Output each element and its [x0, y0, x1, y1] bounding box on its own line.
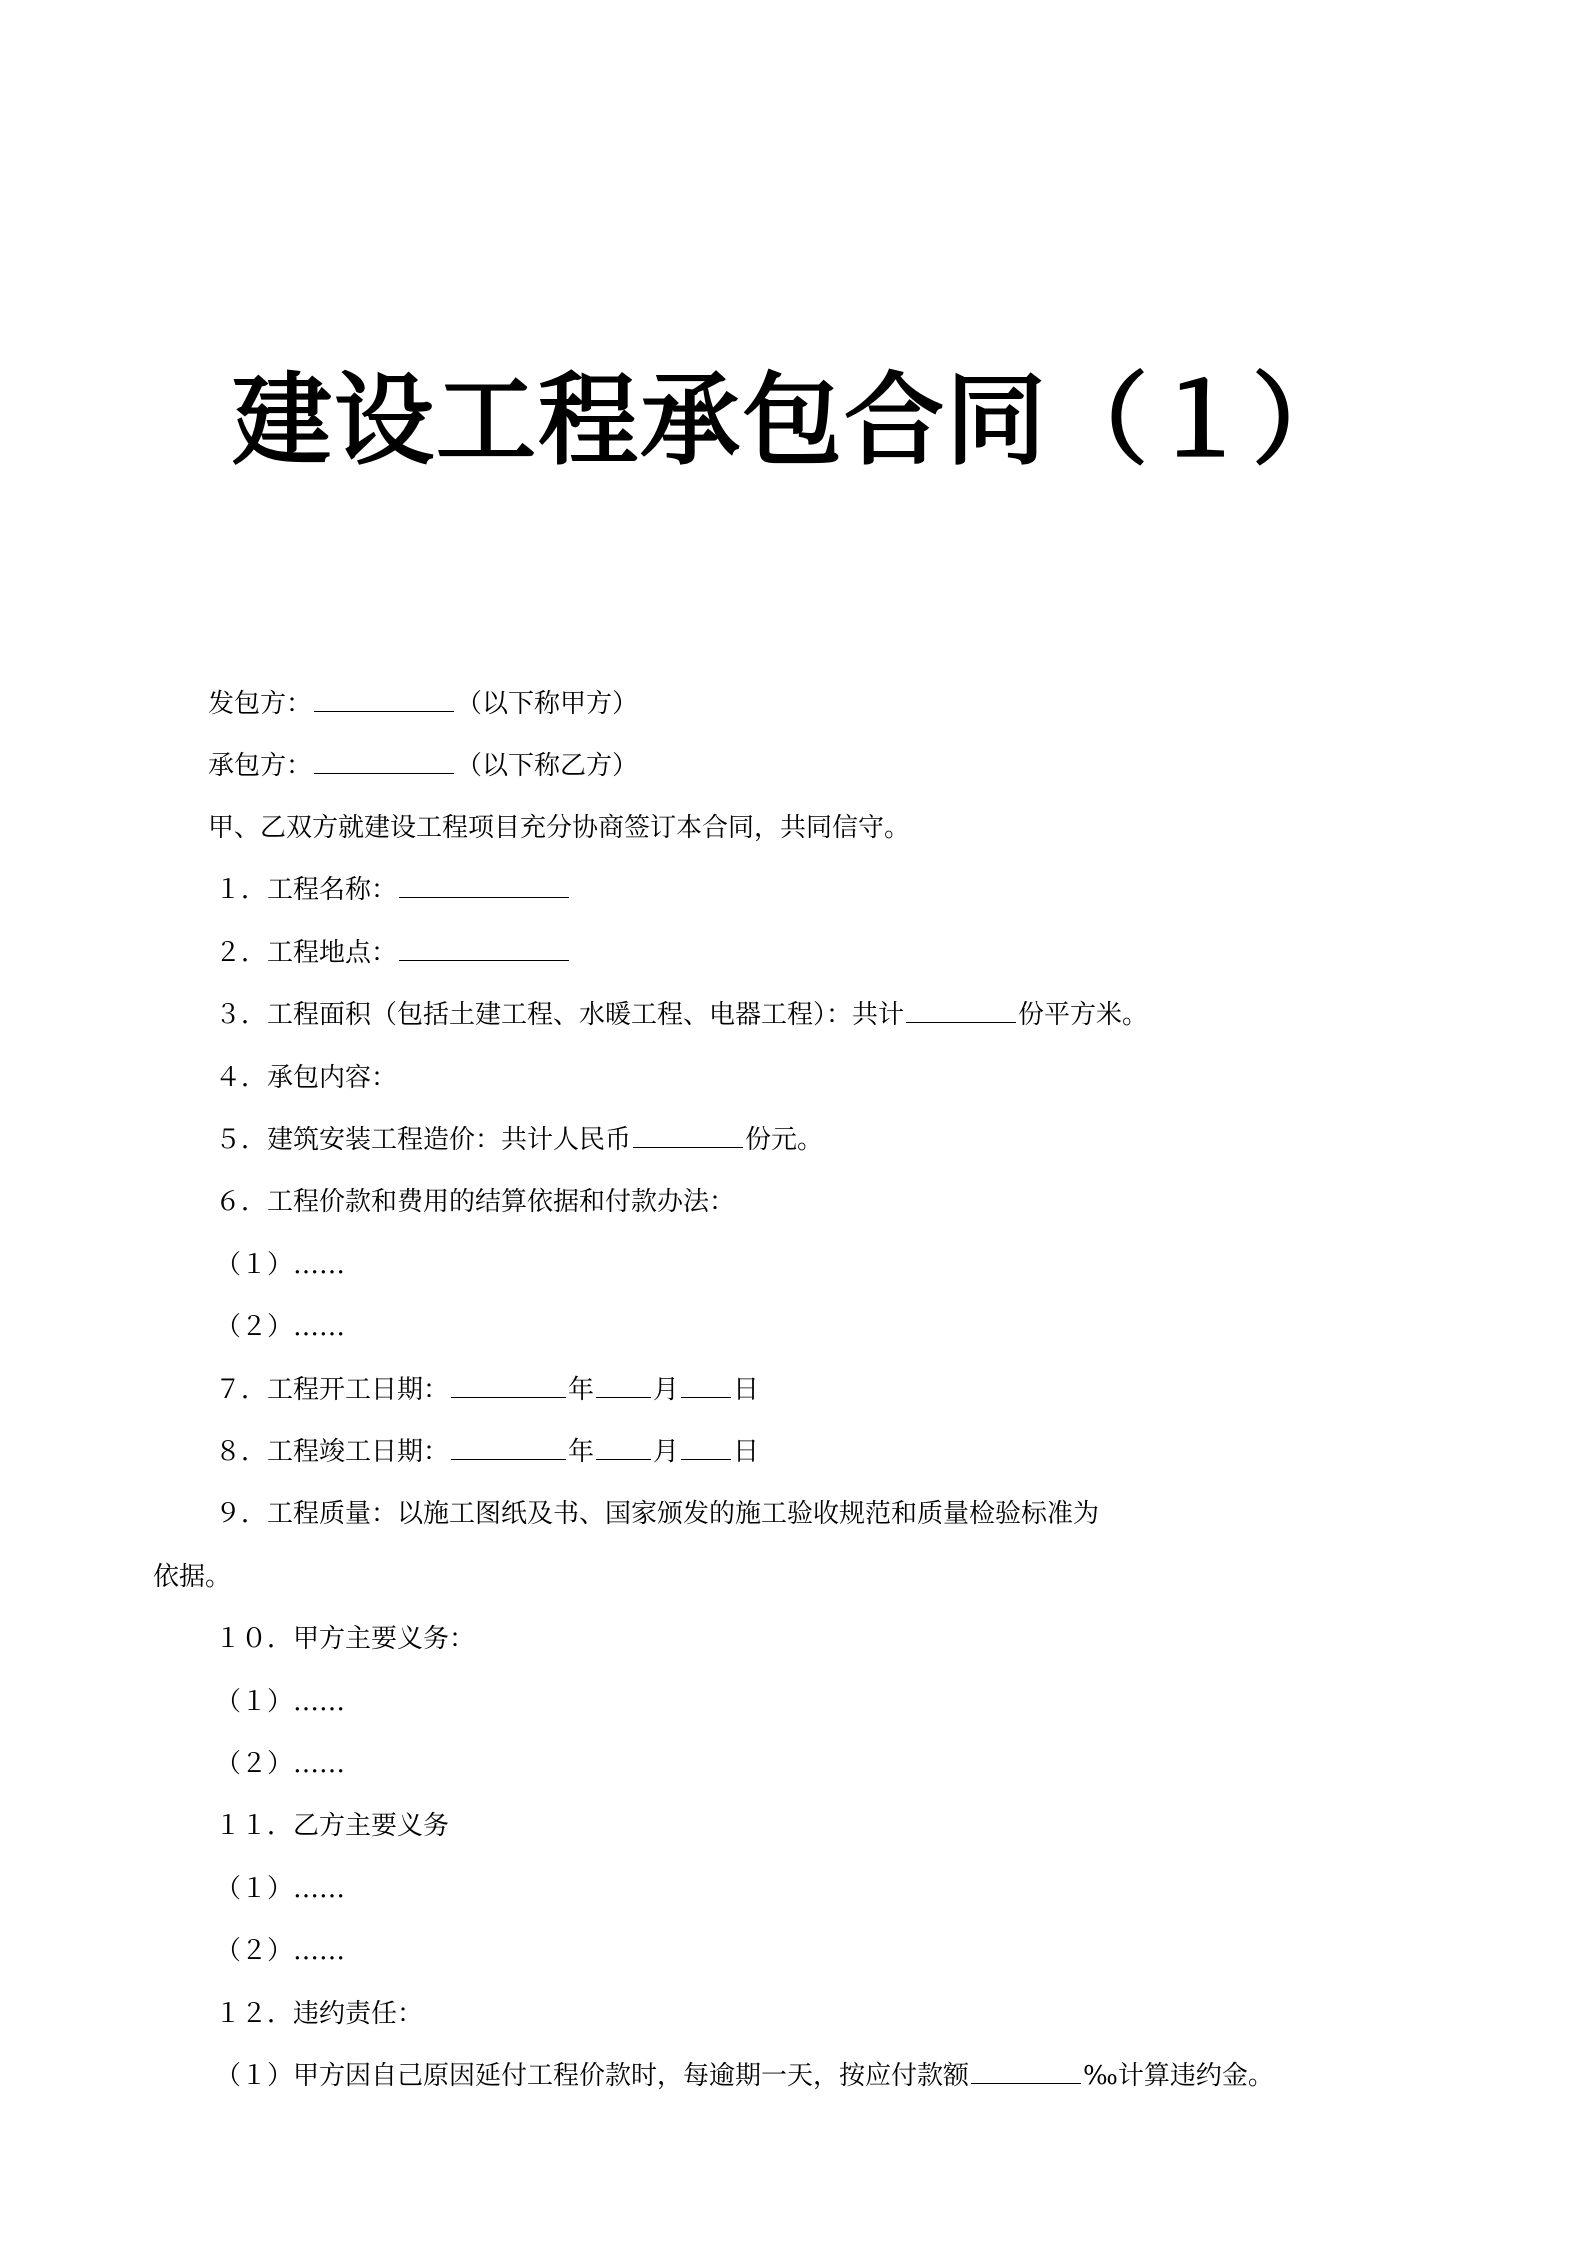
finish-year-blank[interactable] — [451, 1437, 566, 1460]
clause-4: ４．承包内容： — [215, 1063, 398, 1093]
finish-day-blank[interactable] — [681, 1437, 731, 1460]
clause-3 — [215, 997, 1148, 1033]
party-a-line — [208, 686, 638, 722]
clause-10: １０．甲方主要义务： — [215, 1624, 476, 1654]
year-label: 年 — [568, 1437, 595, 1467]
month-label: 月 — [653, 1437, 680, 1467]
day-label: 日 — [733, 1437, 760, 1467]
clause-9-line-2: 依据。 — [153, 1562, 232, 1592]
clause-12-item-1-suffix: ‰计算违约金。 — [1083, 2061, 1274, 2091]
clause-7 — [215, 1372, 759, 1408]
clause-12: １２．违约责任： — [215, 1999, 424, 2029]
clause-6: ６．工程价款和费用的结算依据和付款办法： — [215, 1187, 736, 1217]
clause-9-line-1: ９．工程质量：以施工图纸及书、国家颁发的施工验收规范和质量检验标准为 — [215, 1499, 1100, 1529]
clause-3-suffix: 份平方米。 — [1018, 1000, 1149, 1030]
party-b-line — [208, 748, 638, 784]
clause-11: １１．乙方主要义务 — [215, 1811, 450, 1841]
clause-5-suffix: 份元。 — [745, 1125, 824, 1155]
clause-10-item-1: （１）…… — [215, 1687, 346, 1717]
clause-10-item-2: （２）…… — [215, 1749, 346, 1779]
clause-8 — [215, 1434, 759, 1470]
price-blank[interactable] — [633, 1125, 743, 1148]
party-a-label: 发包方： — [208, 689, 313, 719]
penalty-rate-blank[interactable] — [971, 2061, 1081, 2084]
clause-5-prefix: ５．建筑安装工程造价：共计人民币 — [215, 1125, 632, 1155]
start-month-blank[interactable] — [596, 1375, 651, 1398]
day-label: 日 — [733, 1375, 760, 1405]
clause-5 — [215, 1122, 823, 1158]
clause-11-item-1: （１）…… — [215, 1874, 346, 1904]
clause-8-label: ８．工程竣工日期： — [215, 1437, 450, 1467]
project-name-blank[interactable] — [399, 875, 569, 898]
clause-1 — [215, 872, 571, 908]
clause-6-item-1: （１）…… — [215, 1250, 346, 1280]
clause-2-label: ２．工程地点： — [215, 938, 398, 968]
month-label: 月 — [653, 1375, 680, 1405]
clause-6-item-2: （２）…… — [215, 1312, 346, 1342]
clause-1-label: １．工程名称： — [215, 875, 398, 905]
clause-3-prefix: ３．工程面积（包括土建工程、水暖工程、电器工程）：共计 — [215, 1000, 905, 1030]
clause-7-label: ７．工程开工日期： — [215, 1375, 450, 1405]
party-b-label: 承包方： — [208, 751, 313, 781]
clause-2 — [215, 935, 571, 971]
clause-12-item-1 — [215, 2058, 1274, 2094]
area-blank[interactable] — [906, 1000, 1016, 1023]
finish-month-blank[interactable] — [596, 1437, 651, 1460]
clause-12-item-1-prefix: （１）甲方因自己原因延付工程价款时，每逾期一天，按应付款额 — [215, 2061, 970, 2091]
start-year-blank[interactable] — [451, 1375, 566, 1398]
party-a-blank[interactable] — [314, 689, 454, 712]
year-label: 年 — [568, 1375, 595, 1405]
party-a-suffix: （以下称甲方） — [456, 689, 639, 719]
document-title: 建设工程承包合同（１） — [232, 361, 1354, 479]
clause-11-item-2: （２）…… — [215, 1936, 346, 1966]
preamble: 甲、乙双方就建设工程项目充分协商签订本合同，共同信守。 — [208, 813, 911, 843]
party-b-suffix: （以下称乙方） — [456, 751, 639, 781]
party-b-blank[interactable] — [314, 751, 454, 774]
start-day-blank[interactable] — [681, 1375, 731, 1398]
project-location-blank[interactable] — [399, 938, 569, 961]
